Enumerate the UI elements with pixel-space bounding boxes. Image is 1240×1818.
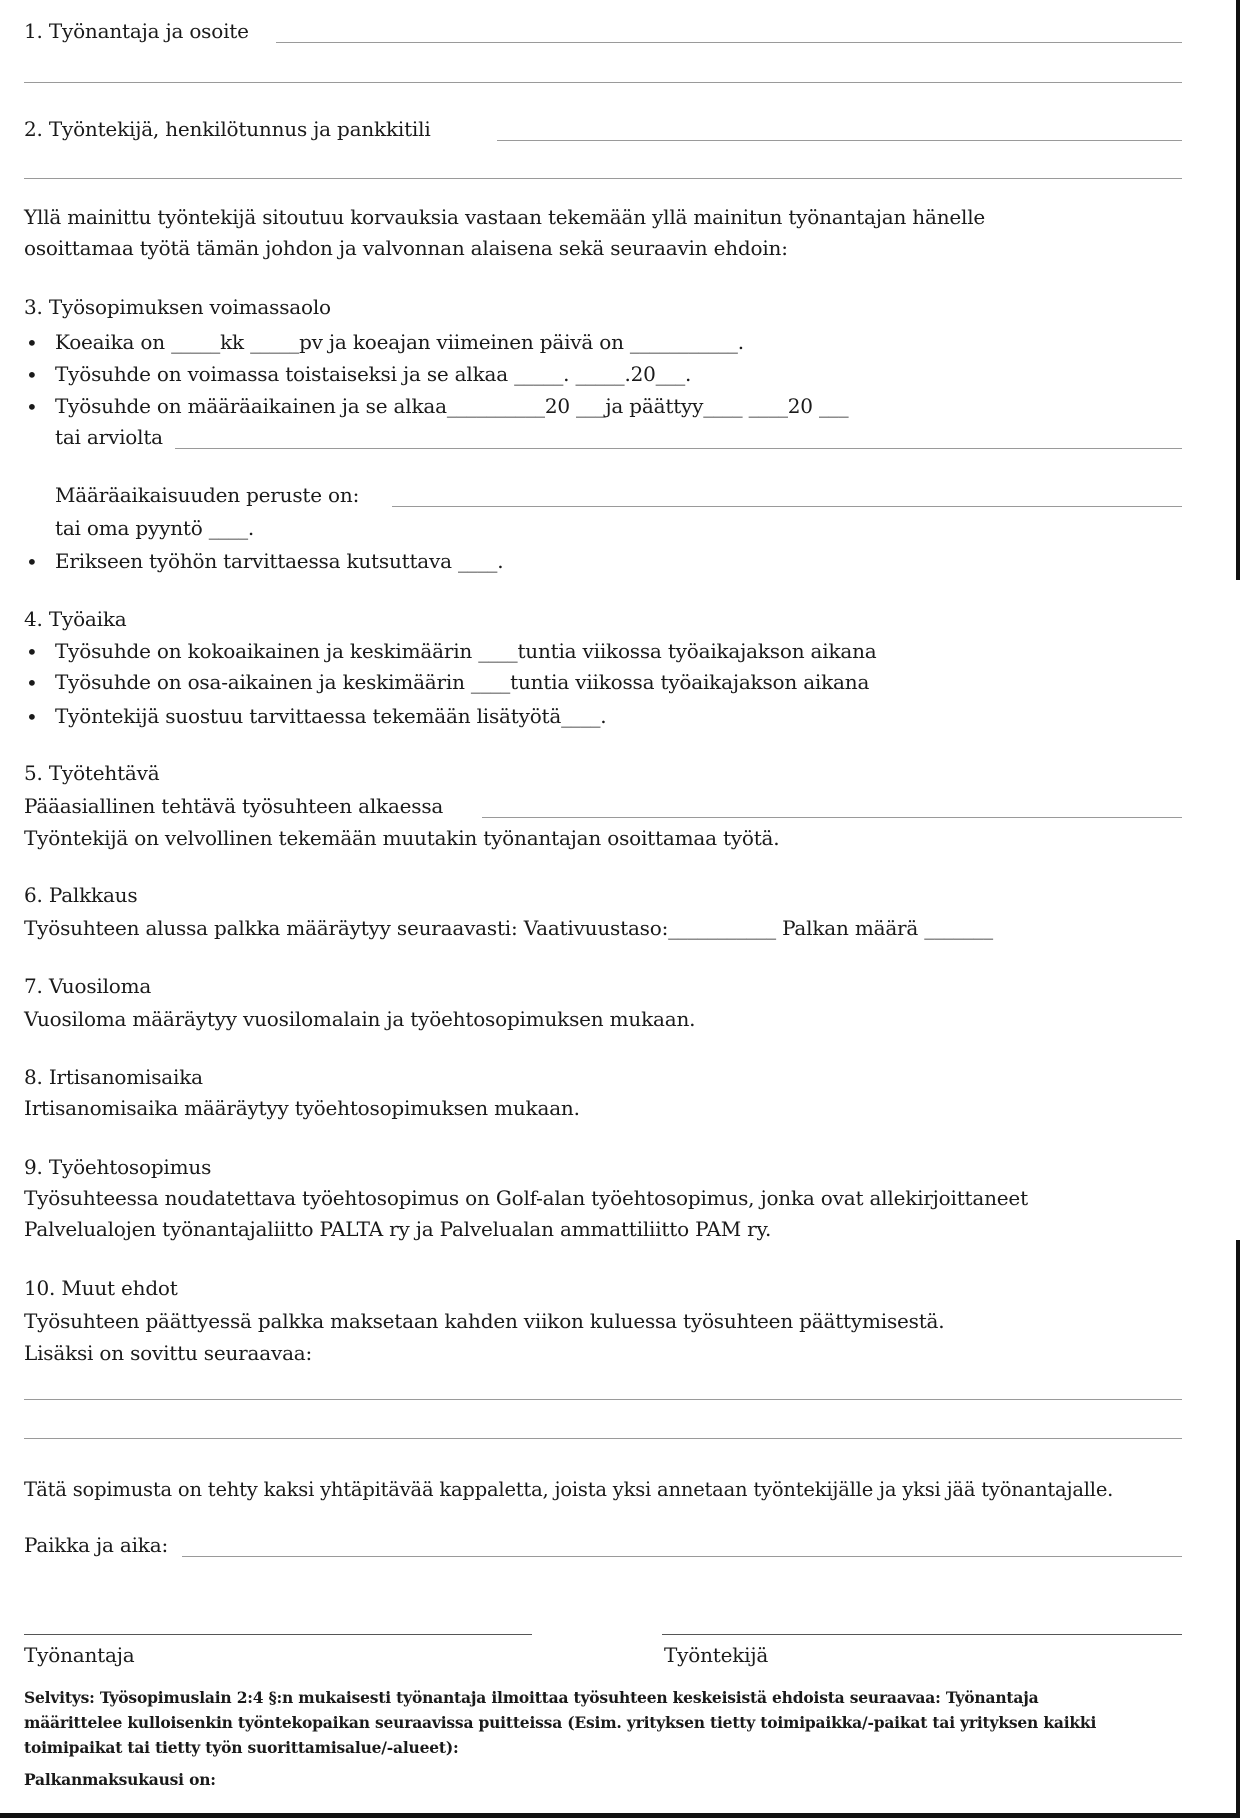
estimate-label: tai arviolta (55, 425, 163, 449)
other-terms-label: Lisäksi on sovittu seuraavaa: (24, 1341, 313, 1365)
notice-period-text: Irtisanomisaika määräytyy työehtosopimuksen mukaan. (24, 1096, 580, 1120)
pay-period-label: Palkanmaksukausi on: (24, 1770, 216, 1789)
on-call-text: Erikseen työhön tarvittaessa kutsuttava ____. (55, 549, 504, 573)
note-line-2: määrittelee kulloisenkin työntekopaikan seuraavissa puitteissa (Esim. yrityksen tietty toimipaikka/-paikat tai yrityksen kaikki (24, 1713, 1097, 1732)
estimate-field[interactable] (175, 448, 1182, 449)
section-7-heading: 7. Vuosiloma (24, 974, 152, 998)
note-line-1: Selvitys: Työsopimuslain 2:4 §:n mukaisesti työnantaja ilmoittaa työsuhteen keskeisistä ehdoista seuraavaa: Työnantaja (24, 1688, 1039, 1707)
page-edge-bottom (0, 1813, 1240, 1818)
own-request-text: tai oma pyyntö ____. (55, 516, 255, 540)
salary-text: Työsuhteen alussa palkka määräytyy seuraavasti: Vaativuustaso:___________ Palkan määrä _______ (24, 916, 993, 940)
section-9-heading: 9. Työehtosopimus (24, 1155, 212, 1179)
bullet-icon: • (26, 671, 38, 695)
employee-signature-line[interactable] (662, 1634, 1182, 1635)
section-4-heading: 4. Työaika (24, 607, 127, 631)
bullet-icon: • (26, 395, 38, 419)
section-8-heading: 8. Irtisanomisaika (24, 1065, 203, 1089)
page-edge-right-lower (1236, 1240, 1240, 1818)
bullet-icon: • (26, 705, 38, 729)
section-5-heading: 5. Työtehtävä (24, 761, 160, 785)
place-date-field[interactable] (182, 1556, 1182, 1557)
other-work-text: Työntekijä on velvollinen tekemään muutakin työnantajan osoittamaa työtä. (24, 826, 780, 850)
fixed-term-reason-field[interactable] (392, 506, 1182, 507)
other-terms-field-2[interactable] (24, 1438, 1182, 1439)
section-3-heading: 3. Työsopimuksen voimassaolo (24, 295, 331, 319)
bullet-icon: • (26, 640, 38, 664)
section-6-heading: 6. Palkkaus (24, 883, 138, 907)
other-terms-field-1[interactable] (24, 1399, 1182, 1400)
bullet-icon: • (26, 363, 38, 387)
bullet-icon: • (26, 331, 38, 355)
part-time-text: Työsuhde on osa-aikainen ja keskimäärin ____tuntia viikossa työaikajakson aikana (55, 670, 870, 694)
place-date-label: Paikka ja aika: (24, 1533, 168, 1557)
collective-agreement-text-1: Työsuhteessa noudatettava työehtosopimus on Golf-alan työehtosopimus, jonka ovat allekirjoittaneet (24, 1186, 1028, 1210)
main-task-label: Pääasiallinen tehtävä työsuhteen alkaessa (24, 794, 444, 818)
employer-signature-label: Työnantaja (24, 1643, 135, 1667)
extra-work-text: Työntekijä suostuu tarvittaessa tekemään lisätyötä____. (55, 704, 607, 728)
bullet-icon: • (26, 550, 38, 574)
employer-address-field[interactable] (276, 42, 1182, 43)
page-edge-right (1236, 0, 1240, 580)
note-line-3: toimipaikat tai tietty työn suorittamisalue/-alueet): (24, 1738, 459, 1757)
employer-signature-line[interactable] (24, 1634, 532, 1635)
intro-text-2: osoittamaa työtä tämän johdon ja valvonnan alaisena sekä seuraavin ehdoin: (24, 236, 788, 260)
employee-info-field[interactable] (497, 140, 1182, 141)
employer-address-field-line2[interactable] (24, 82, 1182, 83)
trial-period-text: Koeaika on _____kk _____pv ja koeajan viimeinen päivä on ___________. (55, 330, 744, 354)
employee-info-label: 2. Työntekijä, henkilötunnus ja pankkitili (24, 117, 431, 141)
copies-text: Tätä sopimusta on tehty kaksi yhtäpitävää kappaletta, joista yksi annetaan työntekijälle ja yksi jää työnantajalle. (24, 1478, 1114, 1501)
full-time-text: Työsuhde on kokoaikainen ja keskimäärin ____tuntia viikossa työaikajakson aikana (55, 639, 877, 663)
main-task-field[interactable] (482, 817, 1182, 818)
annual-leave-text: Vuosiloma määräytyy vuosilomalain ja työehtosopimuksen mukaan. (24, 1007, 696, 1031)
permanent-employment-text: Työsuhde on voimassa toistaiseksi ja se alkaa _____. _____.20___. (55, 362, 692, 386)
salary-payment-text: Työsuhteen päättyessä palkka maksetaan kahden viikon kuluessa työsuhteen päättymisestä. (24, 1309, 945, 1333)
employee-info-field-line2[interactable] (24, 178, 1182, 179)
collective-agreement-text-2: Palvelualojen työnantajaliitto PALTA ry ja Palvelualan ammattiliitto PAM ry. (24, 1217, 772, 1241)
intro-text-1: Yllä mainittu työntekijä sitoutuu korvauksia vastaan tekemään yllä mainitun työnantajan hänelle (24, 205, 986, 229)
fixed-term-reason-label: Määräaikaisuuden peruste on: (55, 483, 360, 507)
fixed-term-text: Työsuhde on määräaikainen ja se alkaa__________20 ___ja päättyy____ ____20 ___ (55, 394, 849, 418)
section-10-heading: 10. Muut ehdot (24, 1276, 178, 1300)
employer-address-label: 1. Työnantaja ja osoite (24, 19, 249, 43)
employee-signature-label: Työntekijä (664, 1643, 769, 1667)
